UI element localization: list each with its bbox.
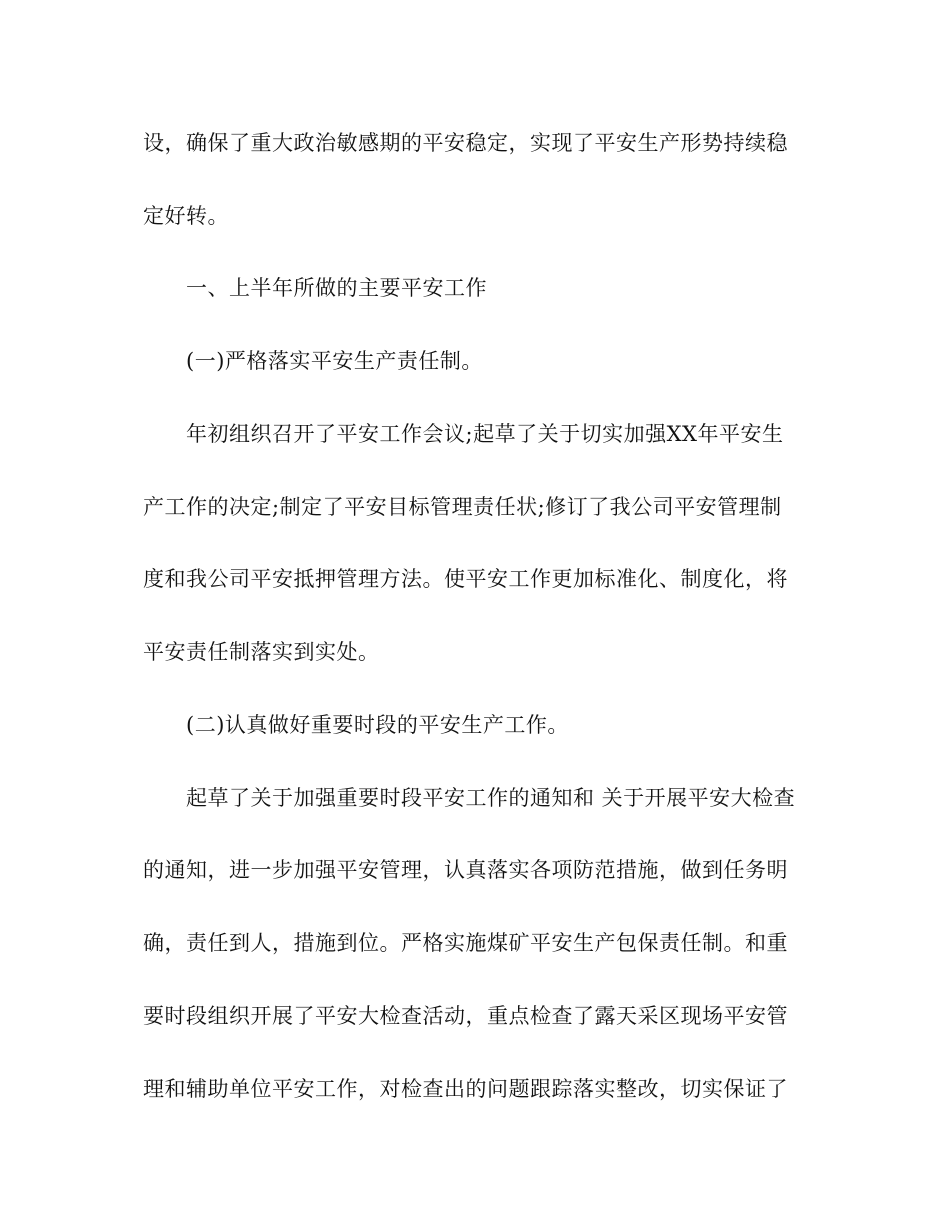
paragraph-line: 确，责任到人，措施到位。严格实施煤矿平安生产包保责任制。和重 <box>143 931 788 955</box>
section-heading: 一、上半年所做的主要平安工作 <box>186 276 487 300</box>
paragraph-line: 年初组织召开了平安工作会议;起草了关于切实加强XX年平安生 <box>186 422 784 446</box>
paragraph-line: 定好转。 <box>143 204 229 228</box>
paragraph-line: 要时段组织开展了平安大检查活动，重点检查了露天采区现场平安管 <box>143 1004 788 1028</box>
paragraph-line: 平安责任制落实到实处。 <box>143 640 380 664</box>
subsection-heading: (一)严格落实平安生产责任制。 <box>186 349 483 373</box>
paragraph-line: 产工作的决定;制定了平安目标管理责任状;修订了我公司平安管理制 <box>143 495 782 519</box>
paragraph-line: 的通知，进一步加强平安管理，认真落实各项防范措施，做到任务明 <box>143 858 788 882</box>
paragraph-line: 度和我公司平安抵押管理方法。使平安工作更加标准化、制度化，将 <box>143 567 788 591</box>
subsection-heading: (二)认真做好重要时段的平安生产工作。 <box>186 713 569 737</box>
paragraph-line: 设，确保了重大政治敏感期的平安稳定，实现了平安生产形势持续稳 <box>143 131 788 155</box>
paragraph-line: 理和辅助单位平安工作，对检查出的问题跟踪落实整改，切实保证了 <box>143 1077 788 1101</box>
paragraph-line: 起草了关于加强重要时段平安工作的通知和 关于开展平安大检查 <box>186 786 796 810</box>
